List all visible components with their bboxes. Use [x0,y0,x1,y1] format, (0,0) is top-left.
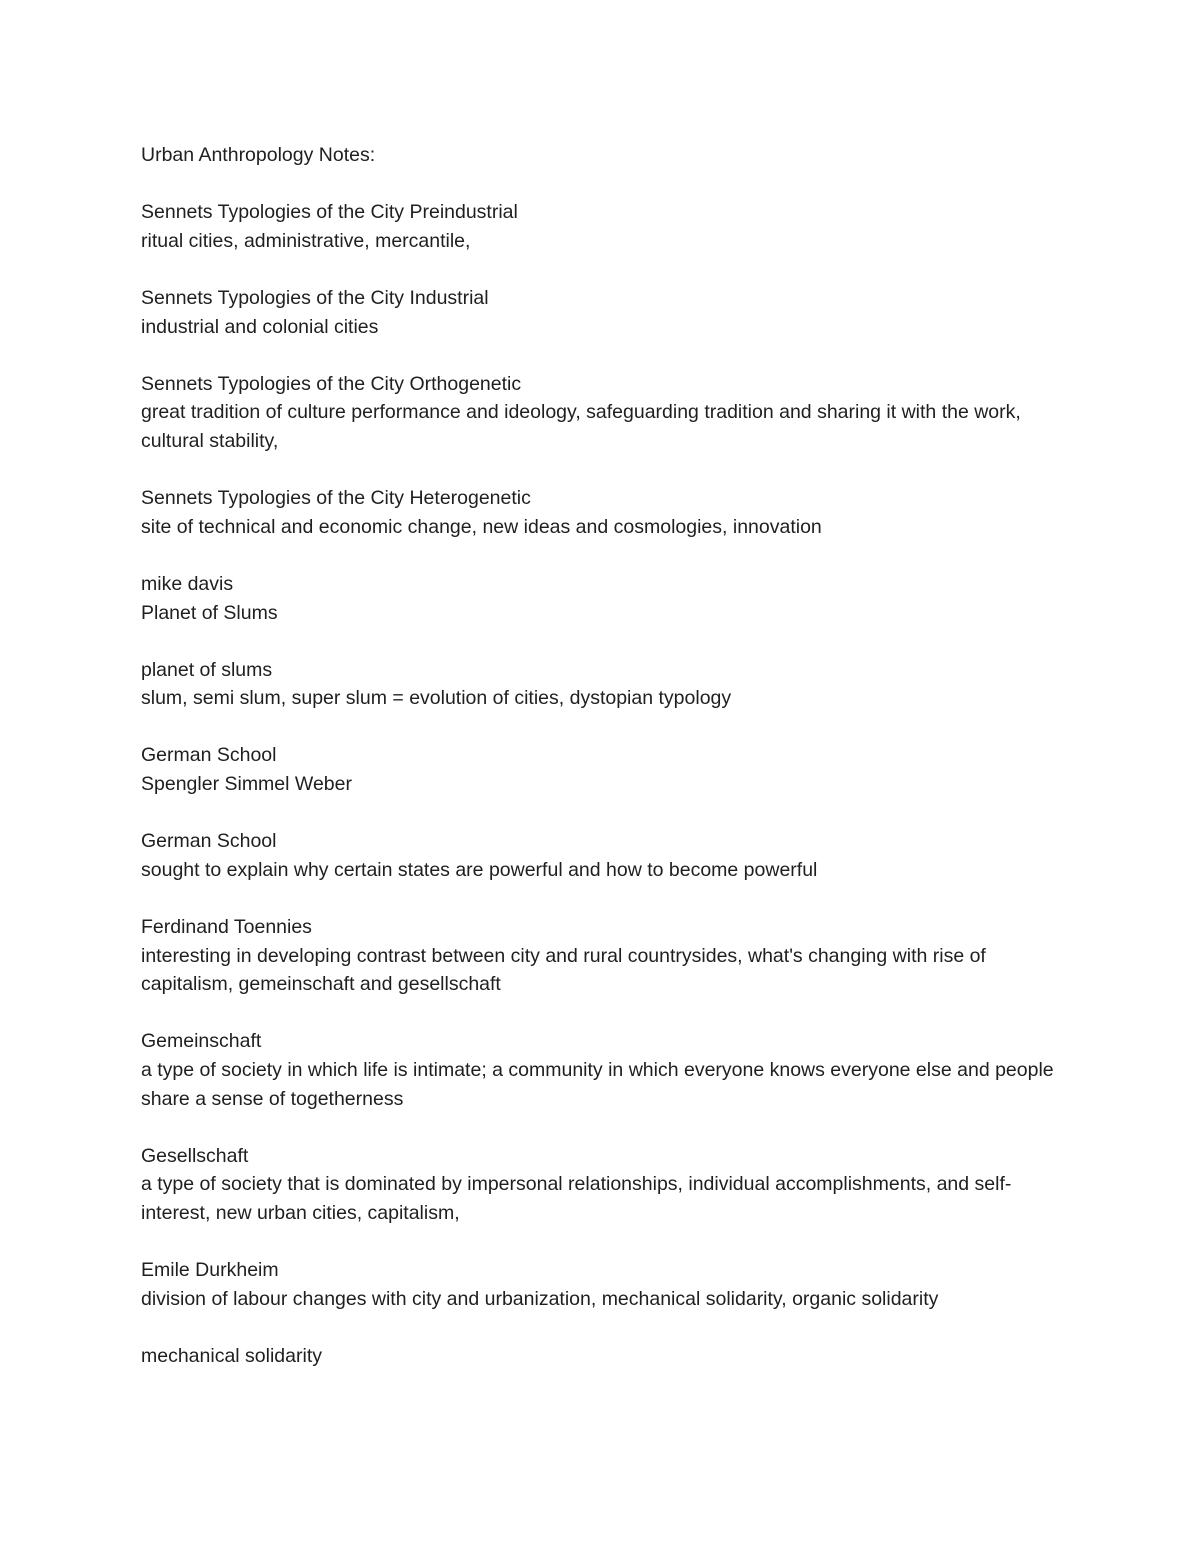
note-term: Emile Durkheim [141,1259,279,1282]
note-term: Gesellschaft [141,1144,249,1167]
note-definition: interesting in developing contrast between city and rural countrysides, what's changing with rise of capitalism, gemeinschaft and gesellschaft [141,944,992,996]
note-definition: ritual cities, administrative, mercantile, [141,229,471,252]
document-title: Urban Anthropology Notes: [141,144,376,166]
note-term: Sennets Typologies of the City Orthogenetic [141,372,522,395]
note-term: Gemeinschaft [141,1030,262,1053]
note-entry [141,1142,1071,1228]
note-term: German School [141,830,277,853]
note-entry [141,284,1071,341]
note-entry [141,1027,1071,1113]
note-term: mechanical solidarity [141,1344,322,1367]
note-entry [141,198,1071,255]
note-entry [141,1256,1071,1313]
note-term: Sennets Typologies of the City Preindustrial [141,201,518,224]
note-definition: industrial and colonial cities [141,315,379,338]
note-definition: a type of society that is dominated by impersonal relationships, individual accomplishments, and self-interest, new urban cities, capitalism, [141,1173,1012,1224]
note-definition: Planet of Slums [141,601,278,624]
note-term: Sennets Typologies of the City Industrial [141,286,489,309]
note-term: planet of slums [141,658,273,681]
note-term: Sennets Typologies of the City Heterogenetic [141,487,531,510]
note-entry [141,570,1071,627]
note-entry [141,741,1071,798]
note-term: mike davis [141,572,234,595]
note-entry [141,1342,1071,1371]
note-entry [141,913,1071,999]
note-entry [141,827,1071,884]
document-title-block [141,141,1071,170]
note-definition: site of technical and economic change, new ideas and cosmologies, innovation [141,515,822,538]
note-definition: a type of society in which life is intimate; a community in which everyone knows everyone else and people share a sense of togetherness [141,1059,1060,1110]
note-definition: division of labour changes with city and urbanization, mechanical solidarity, organic solidarity [141,1287,939,1310]
note-definition: great tradition of culture performance and ideology, safeguarding tradition and sharing it with the work, cultural stability, [141,401,1027,452]
note-entry [141,484,1071,541]
note-entry [141,656,1071,713]
note-definition: Spengler Simmel Weber [141,773,352,796]
note-definition: sought to explain why certain states are powerful and how to become powerful [141,858,818,881]
document-page [141,141,1071,1399]
note-definition: slum, semi slum, super slum = evolution of cities, dystopian typology [141,687,732,710]
note-term: Ferdinand Toennies [141,916,312,939]
note-term: German School [141,744,277,767]
note-entry [141,370,1071,456]
